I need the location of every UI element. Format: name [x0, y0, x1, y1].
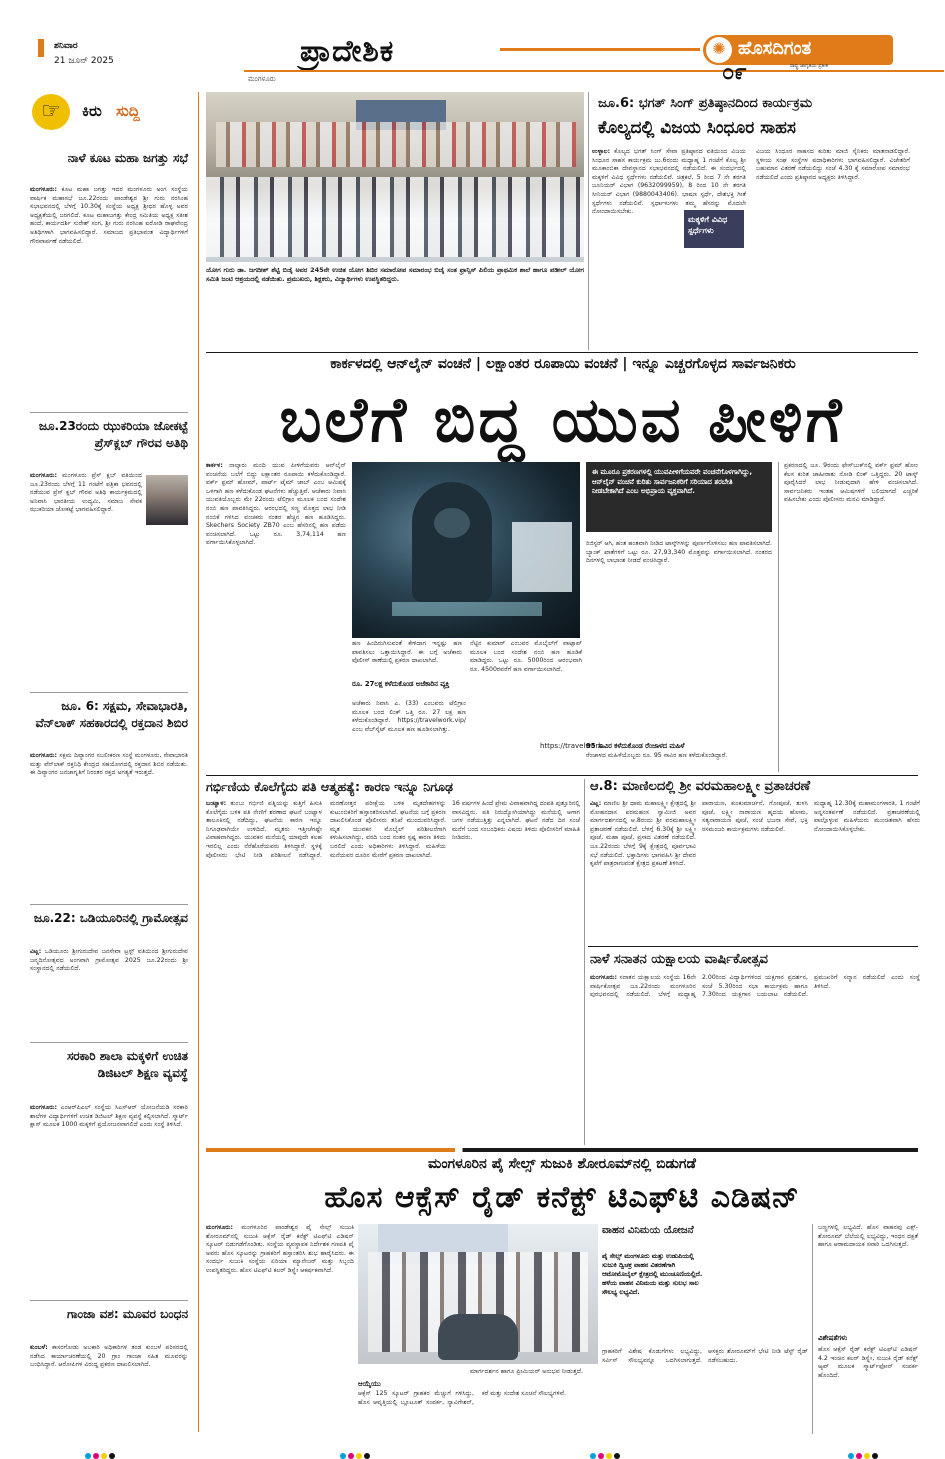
suzuki-exchange-box — [602, 1224, 706, 1344]
exchange-title: ವಾಹನ ವಿನಿಮಯ ಯೋಜನೆ — [602, 1225, 694, 1236]
kiru-item-lead: ವಿಟ್ಲ: — [30, 948, 42, 955]
sanatana-headline: ನಾಳೆ ಸನಾತನ ಯಕ್ಷಾಲಯ ವಾರ್ಷಿಕೋತ್ಸವ — [590, 952, 768, 967]
cyan-dot — [340, 1453, 346, 1459]
magenta-dot — [93, 1453, 99, 1459]
sanatana-body — [590, 974, 920, 1144]
kiru-item-text: ಕಾಸರಗೋಡು ಅಬಕಾರಿ ಅಧಿಕಾರಿಗಳ ತಂಡ ಕುಂಬಳೆ ಪರಿಸರದಲ್ಲಿ ನಡೆಸಿದ ಕಾರ್ಯಾಚರಣೆಯಲ್ಲಿ 20 ಗ್ರಾಂ ಗಾಂಜಾ ಸಹಿತ ಮೂವರನ್ನು ಬಂಧಿಸಿದ್ದಾರೆ. ಆರೋಪಿಗಳ ವಿರುದ್ಧ ಪ್ರಕರಣ ದಾಖಲಿಸಲಾಗಿದೆ. — [30, 1344, 188, 1369]
masthead-day: ಶನಿವಾರ — [54, 41, 78, 51]
paper-tagline: ರಾಷ್ಟ್ರ ಜಾಗೃತಿಯ ಪ್ರತೀಕ — [790, 63, 829, 69]
yoga-group-photo — [206, 92, 584, 262]
pregnant-text: ತುಂಬು ಗರ್ಭಿಣಿ ಪತ್ನಿಯನ್ನು ಕುತ್ತಿಗೆ ಹಿಸುಕಿ ಕೊಲೆಗೈದು ಬಳಿಕ ಪತಿ ನೇಣಿಗೆ ಶರಣಾದ ಘಟನೆ ಬಂಟ್ವಾಳ ತಾಲೂಕಿನಲ್ಲಿ ನಡೆದಿದ್ದು, ಘಟನೆಯ ಕಾರಣ ಇನ್ನೂ ನಿಗೂಢವಾಗಿಯೇ ಉಳಿದಿದೆ. ಮೃತರು ಇತ್ತೀಚೆಗಷ್ಟೇ ವಿವಾಹವಾಗಿದ್ದರು. ಯುವಕನ ಮನೆಯಲ್ಲಿ ಯಾವುದೇ ಕಲಹ ಇರಲಿಲ್ಲ ಎಂದು ನೆರೆಹೊರೆಯವರು ತಿಳಿಸಿದ್ದಾರೆ. ಸ್ಥಳಕ್ಕೆ ಪೊಲೀಸರು ಭೇಟಿ ನೀಡಿ ಪರಿಶೀಲನೆ ನಡೆಸಿದ್ದಾರೆ. ಮರಣೋತ್ತರ ಪರೀಕ್ಷೆಯ ಬಳಿಕ ಮೃತದೇಹಗಳನ್ನು ಕುಟುಂಬಿಕರಿಗೆ ಹಸ್ತಾಂತರಿಸಲಾಗಿದೆ. ಘಟನೆಯ ಬಗ್ಗೆ ಪ್ರಕರಣ ದಾಖಲಿಸಿಕೊಂಡ ಪೊಲೀಸರು ತನಿಖೆ ಮುಂದುವರಿಸಿದ್ದಾರೆ. ಮೃತ ಯುವಕನ ಮೊಬೈಲ್ ಪರಿಶೀಲನೆಗಾಗಿ ಕಳುಹಿಸಲಾಗಿದ್ದು, ವರದಿ ಬಂದ ನಂತರ ಸ್ಪಷ್ಟ ಕಾರಣ ತಿಳಿದು ಬರಲಿದೆ ಎಂದು ಅಧಿಕಾರಿಗಳು ತಿಳಿಸಿದ್ದಾರೆ. ಮಹಿಳೆಯ ಮನೆಯವರ ದೂರಿನ ಮೇರೆಗೆ ಪ್ರಕರಣ ದಾಖಲಾಗಿದೆ. — [206, 800, 446, 859]
magenta-dot — [598, 1453, 604, 1459]
varamahalakshmi-headline: ಆ.8: ಮಾಣಿಲದಲ್ಲಿ ಶ್ರೀ ವರಮಹಾಲಕ್ಷ್ಮೀ ವ್ರತಾಚರಣೆ — [590, 779, 811, 794]
suzuki-col2: ಆಕ್ಸೆಸ್ 125 ಸ್ಕೂಟರ್ ಗ್ರಾಹಕರ ಮೆಚ್ಚುಗೆ ಗಳಿಸಿದ್ದು, ಹೊಸ ಆವೃತ್ತಿಯಲ್ಲಿ ಬ್ಲೂಟೂತ್ ಸಂಪರ್ಕ, ನ್ಯಾವಿಗೇಶನ್, ಕರೆ ಮತ್ತು ಸಂದೇಶ ಸೂಚನೆ ಸೌಲಭ್ಯಗಳಿವೆ. — [358, 1390, 567, 1406]
varamahalakshmi-body — [590, 800, 696, 942]
hooded-figure — [412, 482, 492, 602]
page-number: ೦೯ — [722, 60, 747, 85]
lead-story-sub1: ರೂ. 27ಲಕ್ಷ ಕಳೆದುಕೊಂಡ ಅಜೆಕಾರಿನ ವ್ಯಕ್ತಿ — [352, 680, 450, 688]
keyboard — [392, 602, 542, 616]
registration-marks-right — [848, 1444, 880, 1459]
kiru-item-body — [30, 1344, 188, 1434]
registration-marks-left — [85, 1444, 117, 1459]
suzuki-col4: ಬಣ್ಣಗಳಲ್ಲಿ ಲಭ್ಯವಿದೆ. ಹೊಸ ವಾಹನವು ಎಕ್ಸ್-ಶೋರೂಮ್ ಬೆಲೆಯಲ್ಲಿ ಲಭ್ಯವಿದ್ದು, ಇಂಧನ ದಕ್ಷತೆ ಹಾಗೂ ಆರಾಮದಾಯಕ ಸವಾರಿ ಒದಗಿಸುತ್ತದೆ. — [818, 1224, 918, 1249]
varamahalakshmi-body-2: ಪಾರಾಯಣ, ಕುಂಕುಮಾರ್ಚನೆ, ಗೋಪೂಜೆ, ತುಳಸಿ ಪೂಜೆ, ಲಕ್ಷ್ಮೀ ನಾರಾಯಣ ಹೃದಯ ಹೋಮ, ಸತ್ಯನಾರಾಯಣ ಪೂಜೆ, ಸಂಜೆ ಭಜನಾ ಸೇವೆ, ಭಕ್ತಿ ರಸಮಂಜರಿ ಕಾರ್ಯಕ್ರಮಗಳು ನಡೆಯಲಿವೆ. — [702, 800, 808, 833]
kiru-item-title: ಸರಕಾರಿ ಶಾಲಾ ಮಕ್ಕಳಿಗೆ ಉಚಿತ ಡಿಜಿಟಲ್ ಶಿಕ್ಷಣ ವ್ಯವಸ್ಥೆ — [66, 1049, 188, 1080]
kiru-header — [30, 92, 190, 132]
masthead-accent-line — [500, 48, 700, 51]
divider — [30, 1042, 188, 1043]
lead-story-col2: ಹಣ ಹಿಂದಿರುಗಿಸುವಂತೆ ಕೇಳಿದಾಗ ಇನ್ನಷ್ಟು ಹಣ ಪಾವತಿಸಲು ಒತ್ತಾಯಿಸಿದ್ದಾರೆ. ಈ ಬಗ್ಗೆ ಅಜೆಕಾರು ಪೊಲೀಸ್ ಠಾಣೆಯಲ್ಲಿ ಪ್ರಕರಣ ದಾಖಲಾಗಿದೆ. — [352, 640, 462, 665]
kiru-item-text: ಮಂಗಳೂರು ಪ್ರೆಸ್ ಕ್ಲಬ್ ವತಿಯಿಂದ ಜೂ.23ರಂದು ಬೆಳಗ್ಗೆ 11 ಗಂಟೆಗೆ ಪತ್ರಿಕಾ ಭವನದಲ್ಲಿ ನಡೆಯುವ ಪ್ರೆಸ್ ಕ್ಲಬ್ ಗೌರವ ಅತಿಥಿ ಕಾರ್ಯಕ್ರಮದಲ್ಲಿ ಅನಿವಾಸಿ ಭಾರತೀಯ ಉದ್ಯಮಿ, ಸಮಾಜ ಸೇವಕ ಝುಕರಿಯಾ ಜೋಕಟ್ಟೆ ಭಾಗವಹಿಸಲಿದ್ದಾರೆ. — [30, 472, 142, 514]
varamahalakshmi-body-3: ಮಧ್ಯಾಹ್ನ 12.30ಕ್ಕೆ ಮಹಾಮಂಗಳಾರತಿ, 1 ಗಂಟೆಗೆ ಅನ್ನಸಂತರ್ಪಣೆ ನಡೆಯಲಿದೆ. ವ್ರತಾಚರಣೆಯಲ್ಲಿ ಪಾಲ್ಗೊಳ್ಳುವ ಮಹಿಳೆಯರು ಮುಂಚಿತವಾಗಿ ಹೆಸರು ನೋಂದಾಯಿಸಿಕೊಳ್ಳಬೇಕು. — [814, 800, 920, 833]
suzuki-text: ಮಂಗಳೂರಿನ ಪಾಂಡೇಶ್ವರ ಪೈ ಸೇಲ್ಸ್ ಸುಜುಕಿ ಶೋರೂಮ್‌ನಲ್ಲಿ ಸುಜುಕಿ ಆಕ್ಸೆಸ್ ರೈಡ್ ಕನೆಕ್ಟ್ ಟಿಎಫ್‌ಟಿ ಎಡಿಷನ್ ಸ್ಕೂಟರ್ ಬಿಡುಗಡೆಗೊಂಡಿತು. ಸಂಸ್ಥೆಯ ವ್ಯವಸ್ಥಾಪಕ ನಿರ್ದೇಶಕ ಗಣಪತಿ ಪೈ ಅವರು ಹೊಸ ಸ್ಕೂಟರನ್ನು ಗ್ರಾಹಕರಿಗೆ ಹಸ್ತಾಂತರಿಸಿ ಶುಭ ಹಾರೈಸಿದರು. ಈ ಸಂದರ್ಭ ಸುಜುಕಿ ಸಂಸ್ಥೆಯ ಏರಿಯಾ ಮ್ಯಾನೇಜರ್ ಮತ್ತು ಸಿಬ್ಬಂದಿ ಉಪಸ್ಥಿತರಿದ್ದರು. ಹೊಸ ಟಿಎಫ್‌ಟಿ ಕಲರ್ ಡಿಸ್ಪ್ಲೇ ಆಕರ್ಷಕವಾಗಿದೆ. — [206, 1224, 354, 1274]
kiru-suddi-column — [30, 92, 190, 1442]
black-dot — [614, 1453, 620, 1459]
sanatana-lead: ಮಂಗಳೂರು: — [590, 974, 617, 981]
lead-story-lead: ಕಾರ್ಕಳ: — [206, 462, 223, 469]
lead-story-col5: ರಿಜಿಸ್ಟರ್ ಆಗಿ, ಹಂತ ಹಂತವಾಗಿ ನೀಡಿದ ಟಾಸ್ಕ್‌ಗಳನ್ನು ಪೂರ್ಣಗೊಳಿಸಲು ಹಣ ಪಾವತಿಸಲಾಗಿದೆ. ಬ್ಯಾಂಕ್ ಖಾತೆಗಳಿಗೆ ಒಟ್ಟು ರೂ. 27,93,340 ಮೊತ್ತವನ್ನು ವರ್ಗಾಯಿಸಲಾಗಿದೆ. ನಂತರದ ದಿನಗಳಲ್ಲಿ ಲಾಭಾಂಶ ನೀಡದೆ ವಂಚಿಸಿದ್ದಾರೆ. — [586, 540, 772, 565]
registration-marks-center — [340, 1444, 372, 1459]
yoga-photo-caption: ಯೋಗ ಗುರು ಡಾ. ಜಗದೀಶ್ ಶೆಟ್ಟಿ ಬಿಜೈ ಅವರ 245ನೇ ಉಚಿತ ಯೋಗ ಶಿಬಿರ ಸಮಾರೋಪ ಸಮಾರಂಭ ಬಿಜೈ ಸಂತ ಫ್ರಾನ್ಸಿಸ್ ಪಿಲಿಯ ಪ್ರಾಥಮಿಕ ಶಾಲೆ ಹಾಗೂ ಪಡೀಲ್ ಯೋಗ ಸಮಿತಿ ಜಂಟಿ ಆಶ್ರಯದಲ್ಲಿ ನಡೆಯಿತು. ಪ್ರಮುಖರು, ಶಿಕ್ಷಕರು, ವಿದ್ಯಾರ್ಥಿಗಳು ಉಪಸ್ಥಿತರಿದ್ದರು. — [206, 266, 584, 283]
monitor — [512, 522, 572, 592]
lead-story-col4: ನೆಟ್ಟಿನ ಕುಮಾರ್ ಎಂಬವರ ಮೊಬೈಲ್‌ಗೆ ವಾಟ್ಸಾಪ್ ಮೂಲಕ ಬಂದ ಸಂದೇಶ ನಂಬಿ ಹಣ ಹೂಡಿಕೆ ಮಾಡಿದ್ದರು. ಒಟ್ಟು ರೂ. 5000ರಿಂದ ಆರಂಭವಾಗಿ ರೂ. 4500ರವರೆಗೆ ಹಣ ವರ್ಗಾಯಿಸಲಾಗಿದೆ. — [470, 640, 582, 673]
bhagat-story — [592, 92, 912, 350]
lead-story-col5b: ರೆಂಜಾಳದ ಮಹಿಳೆಯೊಬ್ಬರು ರೂ. 95 ಸಾವಿರ ಹಣ ಕಳೆದುಕೊಂಡಿದ್ದಾರೆ. — [586, 752, 728, 759]
story-body-2: ವಿಜಯ ಸಿಂಧೂರ ಸಾಹಸದ ಕುರಿತು ಮಾಜಿ ಸೈನಿಕರು ಮಾತನಾಡಲಿದ್ದಾರೆ. ಸ್ಥಳೀಯ ಸಂಘ ಸಂಸ್ಥೆಗಳ ಪದಾಧಿಕಾರಿಗಳು ಭಾಗವಹಿಸಲಿದ್ದಾರೆ. ವಿಜೇತರಿಗೆ ಬಹುಮಾನ ವಿತರಣೆ ನಡೆಯಲಿದ್ದು ಸಂಜೆ 4.30 ಕ್ಕೆ ಸಮಾರೋಪ ಸಮಾರಂಭ ನಡೆಯಲಿದೆ ಎಂದು ಪ್ರತಿಷ್ಠಾನದ ಅಧ್ಯಕ್ಷರು ತಿಳಿಸಿದ್ದಾರೆ. — [756, 148, 910, 181]
magenta-dot — [348, 1453, 354, 1459]
kiru-brand-b: ಸುದ್ದಿ — [116, 102, 140, 120]
cyan-dot — [590, 1453, 596, 1459]
kiru-item-text: ಎಂಆರ್‌ಪಿಎಲ್ ಸಂಸ್ಥೆಯ ಸಿಎಸ್‌ಆರ್ ಯೋಜನೆಯಡಿ ಸರಕಾರಿ ಶಾಲೆಗಳ ವಿದ್ಯಾರ್ಥಿಗಳಿಗೆ ಉಚಿತ ಡಿಜಿಟಲ್ ಶಿಕ್ಷಣ ವ್ಯವಸ್ಥೆ ಕಲ್ಪಿಸಲಾಗಿದೆ. ಸ್ಮಾರ್ಟ್ ಕ್ಲಾಸ್ ಮೂಲಕ 1000 ಮಕ್ಕಳಿಗೆ ಪ್ರಯೋಜನವಾಗಲಿದೆ ಎಂದು ಸಂಸ್ಥೆ ತಿಳಿಸಿದೆ. — [30, 1104, 188, 1129]
lead-story-headline: ಬಲೆಗೆ ಬಿದ್ದ ಯುವ ಪೀಳಿಗೆ — [279, 383, 845, 456]
suzuki-col3: ಗ್ರಾಹಕರಿಗೆ ವಿಶೇಷ ಕೊಡುಗೆಗಳು ಲಭ್ಯವಿದ್ದು, ಸರ್ವಿಸ್ ಸೌಲಭ್ಯವನ್ನೂ ಒದಗಿಸಲಾಗುತ್ತದೆ. ಆಸಕ್ತರು ಶೋರೂಮ್‌ಗೆ ಭೇಟಿ ನೀಡಿ ಟೆಸ್ಟ್ ರೈಡ್ ನಡೆಸಬಹುದು. — [602, 1348, 808, 1364]
masthead-city: ಮಂಗಳೂರು — [248, 75, 276, 83]
kiru-item-body — [30, 752, 188, 902]
pregnant-body — [206, 800, 446, 1145]
kiru-item-lead: ಮಂಗಳೂರು: — [30, 186, 57, 193]
registration-marks-mid — [590, 1444, 622, 1459]
kiru-item-text: ಒಡಿಯೂರು ಶ್ರೀಗುರುದೇವ ಜನಸೇವಾ ಟ್ರಸ್ಟ್ ವತಿಯಿಂದ ಶ್ರೀಗುರುದೇವ ಜನ್ಮದಿನೋತ್ಸವದ ಅಂಗವಾಗಿ ಗ್ರಾಮೋತ್ಸವ 2025 ಜೂ.22ರಂದು ಶ್ರೀ ಸಂಸ್ಥಾನದಲ್ಲಿ ನಡೆಯಲಿದೆ. — [30, 948, 188, 973]
black-dot — [364, 1453, 370, 1459]
lead-story-text: ನಾಲ್ಕಾರು ಮಂದಿ ಯುವ ಪೀಳಿಗೆಯವರು ಆನ್‌ಲೈನ್ ವಂಚನೆಯ ಬಲೆಗೆ ಬಿದ್ದು ಲಕ್ಷಾಂತರ ರೂಪಾಯಿ ಕಳೆದುಕೊಂಡಿದ್ದಾರೆ. ವರ್ಕ್ ಫ್ರಮ್ ಹೋಮ್, ಪಾರ್ಟ್ ಟೈಮ್ ಜಾಬ್ ಎಂಬ ಆಮಿಷಕ್ಕೆ ಒಳಗಾಗಿ ಹಣ ಕಳೆದುಕೊಂಡ ಘಟನೆಗಳು ಹೆಚ್ಚುತ್ತಿವೆ. ಆಜೆಕಾರು ನಿವಾಸಿ ಯುವತಿಯೊಬ್ಬರು ಮೇ 22ರಂದು ಟೆಲಿಗ್ರಾಂ ಮೂಲಕ ಬಂದ ಸಂದೇಶ ನಂಬಿ ಹಣ ಪಾವತಿಸಿದ್ದರು. ಆರಂಭದಲ್ಲಿ ಸಣ್ಣ ಮೊತ್ತದ ಲಾಭ ನೀಡಿ ನಂಬಿಕೆ ಗಳಿಸಿದ ವಂಚಕರು ನಂತರ ಹೆಚ್ಚಿನ ಹಣ ಹೂಡಿಸಿದ್ದರು. Skechers Society ZB70 ಎಂಬ ಹೆಸರಿನಲ್ಲಿ ಹಣ ಪಡೆದು ವಂಚಿಸಲಾಗಿದೆ. ಒಟ್ಟು ರೂ. 3,74,114 ಹಣ ವರ್ಗಾಯಿಸಿಕೊಳ್ಳಲಾಗಿದೆ. — [206, 462, 346, 547]
lead-story-col3: ಅಜೆಕಾರು ನಿವಾಸಿ ಎ. (33) ಎಂಬವರು ಟೆಲಿಗ್ರಾಂ ಮೂಲಕ ಬಂದ ಲಿಂಕ್ ಒತ್ತಿ ರೂ. 27 ಲಕ್ಷ ಹಣ ಕಳೆದುಕೊಂಡಿದ್ದಾರೆ. https://travelwork.vip/ ಎಂಬ ವೆಬ್‌ಸೈಟ್ ಮೂಲಕ ಹಣ ಹೂಡಿಸಲಾಗಿತ್ತು. — [352, 700, 466, 733]
paper-name: ಹೊಸದಿಗಂತ — [738, 38, 812, 59]
kiru-item-text: ಕೂಟ ಮಹಾ ಜಗತ್ತು ಇದರ ಮಂಗಳೂರು ಅಂಗ ಸಂಸ್ಥೆಯ ವಾರ್ಷಿಕ ಮಹಾಸಭೆ ಜೂ.22ರಂದು ಪಾಂಡೇಶ್ವರ ಶ್ರೀ ಗುರು ನರಸಿಂಹ ಸಭಾಭವನದಲ್ಲಿ ಬೆಳಗ್ಗೆ 10.30ಕ್ಕೆ ಸಂಸ್ಥೆಯ ಅಧ್ಯಕ್ಷ ಶ್ರೀಧರ ಹೊಳ್ಳ ಅವರ ಅಧ್ಯಕ್ಷತೆಯಲ್ಲಿ ಜರಗಲಿದೆ. ಕೂಟ ಮಹಾಜಗತ್ತು ಕೇಂದ್ರ ಸಮಿತಿಯ ಅಧ್ಯಕ್ಷ ಸತೀಶ ಹಂದೆ, ಕಾರ್ಯದರ್ಶಿ ಸುರೇಶ್ ಸಂಗ, ಶ್ರೀ ಗುರು ನರಸಿಂಹ ಐರೋಡಿ ರಾಘವೇಂದ್ರ ಅತಿಥಿಗಳಾಗಿ ಭಾಗವಹಿಸಲಿದ್ದಾರೆ. ಸಮಾಜದ ಪ್ರತಿಭಾವಂತ ವಿದ್ಯಾರ್ಥಿಗಳಿಗೆ ಗೌರವಾರ್ಪಣೆ ನಡೆಯಲಿದೆ. — [30, 186, 188, 245]
suzuki-headline: ಹೊಸ ಆಕ್ಸೆಸ್ ರೈಡ್ ಕನೆಕ್ಟ್ ಟಿಎಫ್‌ಟಿ ಎಡಿಷನ್ — [324, 1180, 800, 1215]
section-rule — [588, 946, 918, 947]
story-kicker: ಜೂ.6: ಭಗತ್ ಸಿಂಗ್ ಪ್ರತಿಷ್ಠಾನದಿಂದ ಕಾರ್ಯಕ್ರಮ — [598, 96, 813, 111]
kiru-item-lead: ಕುಂಬಳೆ: — [30, 1344, 48, 1351]
lead-story-note-text: ಈ ಮೂರೂ ಪ್ರಕರಣಗಳಲ್ಲಿ ಯುವಪೀಳಿಗೆಯವರೇ ವಂಚನೆಗೊಳಗಾಗಿದ್ದು, ಆನ್‌ಲೈನ್ ವಂಚನೆ ಕುರಿತು ಸಾರ್ವಜನಿಕರಿಗೆ ಸರಿಯಾದ ತರಬೇತಿ ನೀಡಬೇಕಾಗಿದೆ ಎಂಬ ಅಭಿಪ್ರಾಯ ವ್ಯಕ್ತವಾಗಿದೆ. — [592, 468, 752, 495]
competitions-box — [684, 210, 744, 248]
masthead-color-bar — [38, 39, 44, 57]
story-text: ಕೊಲ್ಯದ ಭಗತ್ ಸಿಂಗ್ ಸೇವಾ ಪ್ರತಿಷ್ಠಾನದ ವತಿಯಿಂದ ವಿಜಯ ಸಿಂಧೂರ ಸಾಹಸ ಕಾರ್ಯಕ್ರಮ ಜು.6ರಂದು ಮಧ್ಯಾಹ್ನ 1 ಗಂಟೆಗೆ ಕೊಲ್ಯ ಶ್ರೀ ಮೂಕಾಂಬಿಕಾ ದೇವಸ್ಥಾನದ ಸಭಾಭವನದಲ್ಲಿ ನಡೆಯಲಿದೆ. ಈ ಸಂದರ್ಭದಲ್ಲಿ ಮಕ್ಕಳಿಗೆ ವಿವಿಧ ಸ್ಪರ್ಧೆಗಳು ನಡೆಯಲಿವೆ. ಚಿತ್ರಕಲೆ, 5 ರಿಂದ 7 ನೇ ತರಗತಿ ಜೂನಿಯರ್ ವಿಭಾಗ (9632099959), 8 ರಿಂದ 10 ನೇ ತರಗತಿ ಸೀನಿಯರ್ ವಿಭಾಗ (9880043406). ಭಾಷಣ ಸ್ಪರ್ಧೆ, ದೇಶಭಕ್ತಿ ಗೀತೆ ಸ್ಪರ್ಧೆಗಳು ನಡೆಯಲಿವೆ. ಸ್ಪರ್ಧಾಳುಗಳು ತಮ್ಮ ಹೆಸರನ್ನು ಮೊದಲೇ ನೋಂದಾಯಿಸಬೇಕು. — [592, 148, 746, 216]
kiru-brand-a: ಕಿರು — [82, 102, 102, 120]
divider — [30, 692, 188, 693]
kiru-item-title: ಜೂ. 6: ಸಕ್ಷಮ, ಸೇವಾಭಾರತಿ, ವೆನ್‌ಲಾಕ್ ಸಹಕಾರದಲ್ಲಿ ರಕ್ತದಾನ ಶಿಬಿರ — [35, 699, 188, 730]
column-divider — [812, 1224, 813, 1434]
lead-story-url: https://travelwork. — [540, 742, 605, 750]
suzuki-accent-bar — [206, 1148, 918, 1152]
hacker-photo — [352, 462, 580, 638]
black-dot — [109, 1453, 115, 1459]
competitions-box-text: ಮಕ್ಕಳಿಗೆ ವಿವಿಧ ಸ್ಪರ್ಧೆಗಳು — [688, 215, 728, 235]
suzuki-sub: ಆಯ್ಕೆಯು — [358, 1380, 381, 1388]
exchange-text: ಪೈ ಸೇಲ್ಸ್ ಮಂಗಳೂರು ಮತ್ತು ಉಡುಪಿಯಲ್ಲಿ ಸುಜುಕಿ ದ್ವಿಚಕ್ರ ವಾಹನ ವಿತರಣೆಗಾಗಿ ಆಟೋಮೊಬೈಲ್ ಕ್ಷೇತ್ರದಲ್ಲಿ ಮುಂಚೂಣಿಯಲ್ಲಿದೆ. ಹಳೆಯ ವಾಹನ ವಿನಿಮಯ ಮತ್ತು ಸುಲಭ ಸಾಲ ಸೌಲಭ್ಯ ಲಭ್ಯವಿದೆ. — [602, 1252, 703, 1296]
suzuki-col1 — [206, 1224, 354, 1434]
divider — [30, 1300, 188, 1301]
pregnant-body-2: 16 ವರ್ಷಗಳ ಹಿಂದೆ ಪ್ರೇಮ ವಿವಾಹವಾಗಿದ್ದ ದಂಪತಿ ಪುತ್ತೂರಿನಲ್ಲಿ ವಾಸವಿದ್ದರು. ಪತಿ ನಿರುದ್ಯೋಗಿಯಾಗಿದ್ದು ಮನೆಯಲ್ಲಿ ಆಗಾಗ ಜಗಳ ನಡೆಯುತ್ತಿತ್ತು ಎನ್ನಲಾಗಿದೆ. ಘಟನೆ ನಡೆದ ದಿನ ಸಂಜೆ ಮನೆಗೆ ಬಂದ ಸಂಬಂಧಿಕರು ವಿಷಯ ತಿಳಿದು ಪೊಲೀಸರಿಗೆ ಮಾಹಿತಿ ನೀಡಿದರು. — [452, 800, 580, 842]
magenta-dot — [856, 1453, 862, 1459]
lead-story-col1 — [206, 462, 346, 770]
kiru-item-lead: ಮಂಗಳೂರು: — [30, 752, 57, 759]
portrait-photo — [146, 475, 188, 525]
pregnant-headline: ಗರ್ಭಿಣಿಯ ಕೊಲೆಗೈದು ಪತಿ ಆತ್ಮಹತ್ಯೆ: ಕಾರಣ ಇನ್ನೂ ನಿಗೂಢ — [206, 779, 453, 794]
varamahalakshmi-lead: ವಿಟ್ಲ: — [590, 800, 602, 807]
lead-story-top-rule — [206, 352, 918, 353]
divider — [30, 904, 188, 905]
section-title: ಪ್ರಾದೇಶಿಕ — [300, 34, 395, 69]
scooter — [438, 1314, 518, 1360]
kiru-item-lead: ಮಂಗಳೂರು: — [30, 472, 57, 479]
pointing-hand-icon: ☞ — [32, 94, 70, 130]
masthead-date: 21 ಜೂನ್ 2025 — [54, 56, 114, 66]
yellow-dot — [101, 1453, 107, 1459]
story-lead: ಉಳ್ಳಾಲ: — [592, 148, 611, 155]
kiru-item-body — [30, 948, 188, 1040]
lamp-icon: ✺ — [712, 39, 726, 58]
kiru-item-title: ನಾಳೆ ಕೂಟ ಮಹಾ ಜಗತ್ತು ಸಭೆ — [67, 151, 188, 165]
kiru-item-title: ಜೂ.22: ಒಡಿಯೂರಿನಲ್ಲಿ ಗ್ರಾಮೋತ್ಸವ — [33, 911, 188, 925]
masthead — [0, 0, 945, 88]
suzuki-launch-photo — [358, 1224, 598, 1364]
lead-story-note — [586, 462, 772, 532]
column-divider — [584, 779, 585, 1145]
kiru-item-title: ಗಾಂಜಾ ವಶ: ಮೂವರ ಬಂಧನ — [67, 1307, 188, 1321]
adult-row — [216, 122, 576, 167]
kiru-item-title: ಜೂ.23ರಂದು ಝುಕರಿಯಾ ಜೋಕಟ್ಟೆ ಪ್ರೆಸ್‌ಕ್ಲಬ್ ಗೌರವ ಅತಿಥಿ — [38, 419, 188, 450]
kiru-item-body — [30, 186, 188, 406]
varamahalakshmi-text: ಮಾಣಿಲ ಶ್ರೀ ಧಾಮ ಮಹಾಲಕ್ಷ್ಮೀ ಕ್ಷೇತ್ರದಲ್ಲಿ ಶ್ರೀ ಮೋಹನದಾಸ ಪರಮಹಂಸ ಸ್ವಾಮೀಜಿ ಅವರ ಮಾರ್ಗದರ್ಶನದಲ್ಲಿ ಆ.8ರಂದು ಶ್ರೀ ವರಮಹಾಲಕ್ಷ್ಮೀ ವ್ರತಾಚರಣೆ ನಡೆಯಲಿದೆ. ಬೆಳಗ್ಗೆ 6.30ಕ್ಕೆ ಶ್ರೀ ಲಕ್ಷ್ಮೀ ಪೂಜೆ, ಮಹಾ ಪೂಜೆ, ಪ್ರಸಾದ ವಿತರಣೆ ನಡೆಯಲಿದೆ. ಜೂ.22ರಂದು ಬೆಳಗ್ಗೆ 9ಕ್ಕೆ ಕ್ಷೇತ್ರದಲ್ಲಿ ಪೂರ್ವಭಾವಿ ಸಭೆ ನಡೆಯಲಿದೆ. ಭಕ್ತಾದಿಗಳು ಭಾಗವಹಿಸಿ ಶ್ರೀ ದೇವರ ಕೃಪೆಗೆ ಪಾತ್ರರಾಗುವಂತೆ ಕ್ಷೇತ್ರದ ಪ್ರಕಟಣೆ ತಿಳಿಸಿದೆ. — [590, 800, 696, 868]
column-divider — [778, 462, 779, 772]
lead-story-sub2: 95 ಸಾವಿರ ಕಳೆದುಕೊಂಡ ರೆಂಜಾಳದ ಮಹಿಳೆ — [586, 742, 685, 750]
column-divider — [588, 92, 589, 350]
black-dot — [872, 1453, 878, 1459]
cyan-dot — [85, 1453, 91, 1459]
kiru-item-lead: ಮಂಗಳೂರು: — [30, 1104, 57, 1111]
kiru-item-text: ಸಕ್ಷಮ ದಿವ್ಯಾಂಗರ ಸಬಲೀಕರಣ ಸಂಸ್ಥೆ ಮಂಗಳೂರು, ಸೇವಾಭಾರತಿ ಮತ್ತು ವೆನ್‌ಲಾಕ್ ರಕ್ತನಿಧಿ ಕೇಂದ್ರದ ಸಹಯೋಗದಲ್ಲಿ ರಕ್ತದಾನ ಶಿಬಿರ ನಡೆಯಿತು. ಈ ದಿವ್ಯಾಂಗರ ಜನಜಾಗೃತಿಗೆ ನಿರಂತರ ರಕ್ತದ ಅಗತ್ಯತೆ ಇರುತ್ತದೆ. — [30, 752, 188, 777]
suzuki-sub2: ವಿಶೇಷತೆಗಳು — [818, 1334, 848, 1342]
cyan-dot — [848, 1453, 854, 1459]
kiru-item-body — [30, 472, 142, 590]
kiru-item-body — [30, 1104, 188, 1294]
yellow-dot — [606, 1453, 612, 1459]
story-body — [592, 148, 746, 350]
lead-story-kicker: ಕಾರ್ಕಳದಲ್ಲಿ ಆನ್‌ಲೈನ್ ವಂಚನೆ | ಲಕ್ಷಾಂತರ ರೂಪಾಯಿ ವಂಚನೆ | ಇನ್ನೂ ಎಚ್ಚರಗೊಳ್ಳದ ಸಾರ್ವಜನಿಕರು — [330, 356, 796, 372]
column-divider — [198, 92, 199, 1432]
suzuki-caption-right: ಮಾರ್ಗದರ್ಶನ ಹಾಗೂ ಪ್ರೀಮಿಯರ್ ಅನುಭವ ನೀಡುತ್ತದೆ. — [470, 1368, 583, 1375]
pregnant-lead: ಬಂಟ್ವಾಳ: — [206, 800, 227, 807]
children-row — [206, 177, 584, 257]
masthead-rule — [244, 70, 944, 72]
yellow-dot — [864, 1453, 870, 1459]
section-rule — [206, 775, 918, 776]
lead-story-col6: ಪ್ರಕರಣದಲ್ಲಿ ಜೂ. 9ರಂದು ಫೇಸ್‌ಬುಕ್‌ನಲ್ಲಿ ವರ್ಕ್ ಫ್ರಮ್ ಹೋಂ ಕೆಲಸ ಕುರಿತ ಜಾಹೀರಾತು ನೋಡಿ ಲಿಂಕ್ ಒತ್ತಿದ್ದರು. 20 ಟಾಸ್ಕ್ ಪೂರೈಸಿದರೆ ಲಾಭ ನೀಡುವುದಾಗಿ ಹೇಳಿ ವಂಚಿಸಲಾಗಿದೆ. ಸಾರ್ವಜನಿಕರು ಇಂತಹ ಆಮಿಷಗಳಿಗೆ ಬಲಿಯಾಗದೆ ಎಚ್ಚರಿಕೆ ವಹಿಸಬೇಕು ಎಂದು ಪೊಲೀಸರು ಮನವಿ ಮಾಡಿದ್ದಾರೆ. — [784, 462, 918, 504]
suzuki-col4b: ಹೊಸ ಆಕ್ಸೆಸ್ ರೈಡ್ ಕನೆಕ್ಟ್ ಟಿಎಫ್‌ಟಿ ಎಡಿಷನ್ 4.2 ಇಂಚಿನ ಕಲರ್ ಡಿಸ್ಪ್ಲೇ, ಸುಜುಕಿ ರೈಡ್ ಕನೆಕ್ಟ್ ಆ್ಯಪ್ ಮೂಲಕ ಸ್ಮಾರ್ಟ್‌ಫೋನ್ ಸಂಪರ್ಕ ಹೊಂದಿದೆ. — [818, 1346, 918, 1379]
sanatana-text: ಸನಾತನ ಯಕ್ಷಾಲಯ ಸಂಸ್ಥೆಯ 16ನೇ ವಾರ್ಷಿಕೋತ್ಸವ ಜೂ.22ರಂದು ಮಂಗಳೂರಿನ ಪುರಭವನದಲ್ಲಿ ನಡೆಯಲಿದೆ. ಬೆಳಗ್ಗೆ ಮಧ್ಯಾಹ್ನ 2.00ರಿಂದ ವಿದ್ಯಾರ್ಥಿಗಳಿಂದ ಯಕ್ಷಗಾನ ಪ್ರದರ್ಶನ, ಸಂಜೆ 5.30ರಿಂದ ಸಭಾ ಕಾರ್ಯಕ್ರಮ ಹಾಗೂ 7.30ರಿಂದ ಯಕ್ಷಗಾನ ಬಯಲಾಟ ನಡೆಯಲಿದೆ. ಪ್ರಮುಖರಿಗೆ ಸನ್ಮಾನ ನಡೆಯಲಿದೆ ಎಂದು ಸಂಸ್ಥೆ ತಿಳಿಸಿದೆ. — [590, 974, 920, 999]
suzuki-lead: ಮಂಗಳೂರು: — [206, 1224, 233, 1231]
divider — [30, 412, 188, 413]
story-headline: ಕೊಲ್ಯದಲ್ಲಿ ವಿಜಯ ಸಿಂಧೂರ ಸಾಹಸ — [598, 118, 796, 138]
suzuki-kicker: ಮಂಗಳೂರಿನ ಪೈ ಸೇಲ್ಸ್ ಸುಜುಕಿ ಶೋರೂಮ್‌ನಲ್ಲಿ ಬಿಡುಗಡೆ — [428, 1156, 696, 1172]
yellow-dot — [356, 1453, 362, 1459]
gas-mask — [434, 508, 470, 538]
